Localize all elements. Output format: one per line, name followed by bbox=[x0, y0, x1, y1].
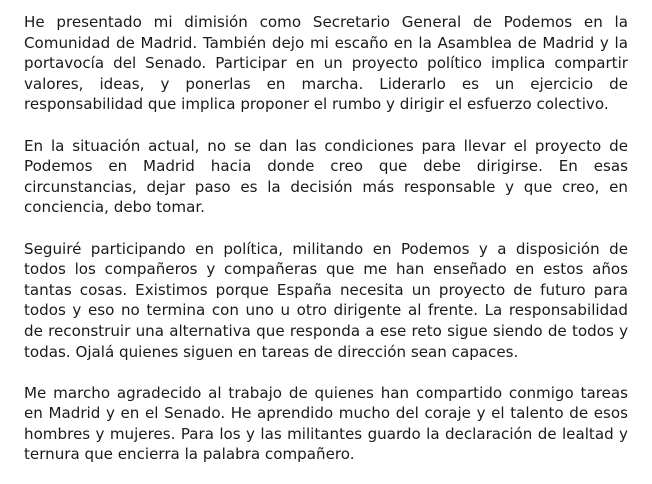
paragraph-continued-participation: Seguiré participando en política, militando en Podemos y a disposición de todos los compañeros y compañeras que me han enseñado en estos años tantas cosas. Existimos porque España necesita un proyecto de futuro para todos y eso no termina con uno u otro dirigente al frente. La responsabilidad de reconstruir una alternativa que responda a ese reto sigue siendo de todos y todas. Ojalá quienes siguen en tareas de dirección sean capaces. bbox=[24, 239, 628, 361]
paragraph-farewell: Me marcho agradecido al trabajo de quienes han compartido conmigo tareas en Madrid y en el Senado. He aprendido mucho del coraje y el talento de esos hombres y mujeres. Para los y las militantes guardo la declaración de lealtad y ternura que encierra la palabra compañero. bbox=[24, 383, 628, 464]
statement-document bbox=[24, 12, 628, 465]
paragraph-resignation: He presentado mi dimisión como Secretario General de Podemos en la Comunidad de Madrid. También dejo mi escaño en la Asamblea de Madrid y la portavocía del Senado. Participar en un proyecto político implica compartir valores, ideas, y ponerlas en marcha. Liderarlo es un ejercicio de responsabilidad que implica proponer el rumbo y dirigir el esfuerzo colectivo. bbox=[24, 13, 628, 114]
paragraph-current-situation: En la situación actual, no se dan las condiciones para llevar el proyecto de Podemos en Madrid hacia donde creo que debe dirigirse. En esas circunstancias, dejar paso es la decisión más responsable y que creo, en conciencia, debo tomar. bbox=[24, 136, 628, 217]
